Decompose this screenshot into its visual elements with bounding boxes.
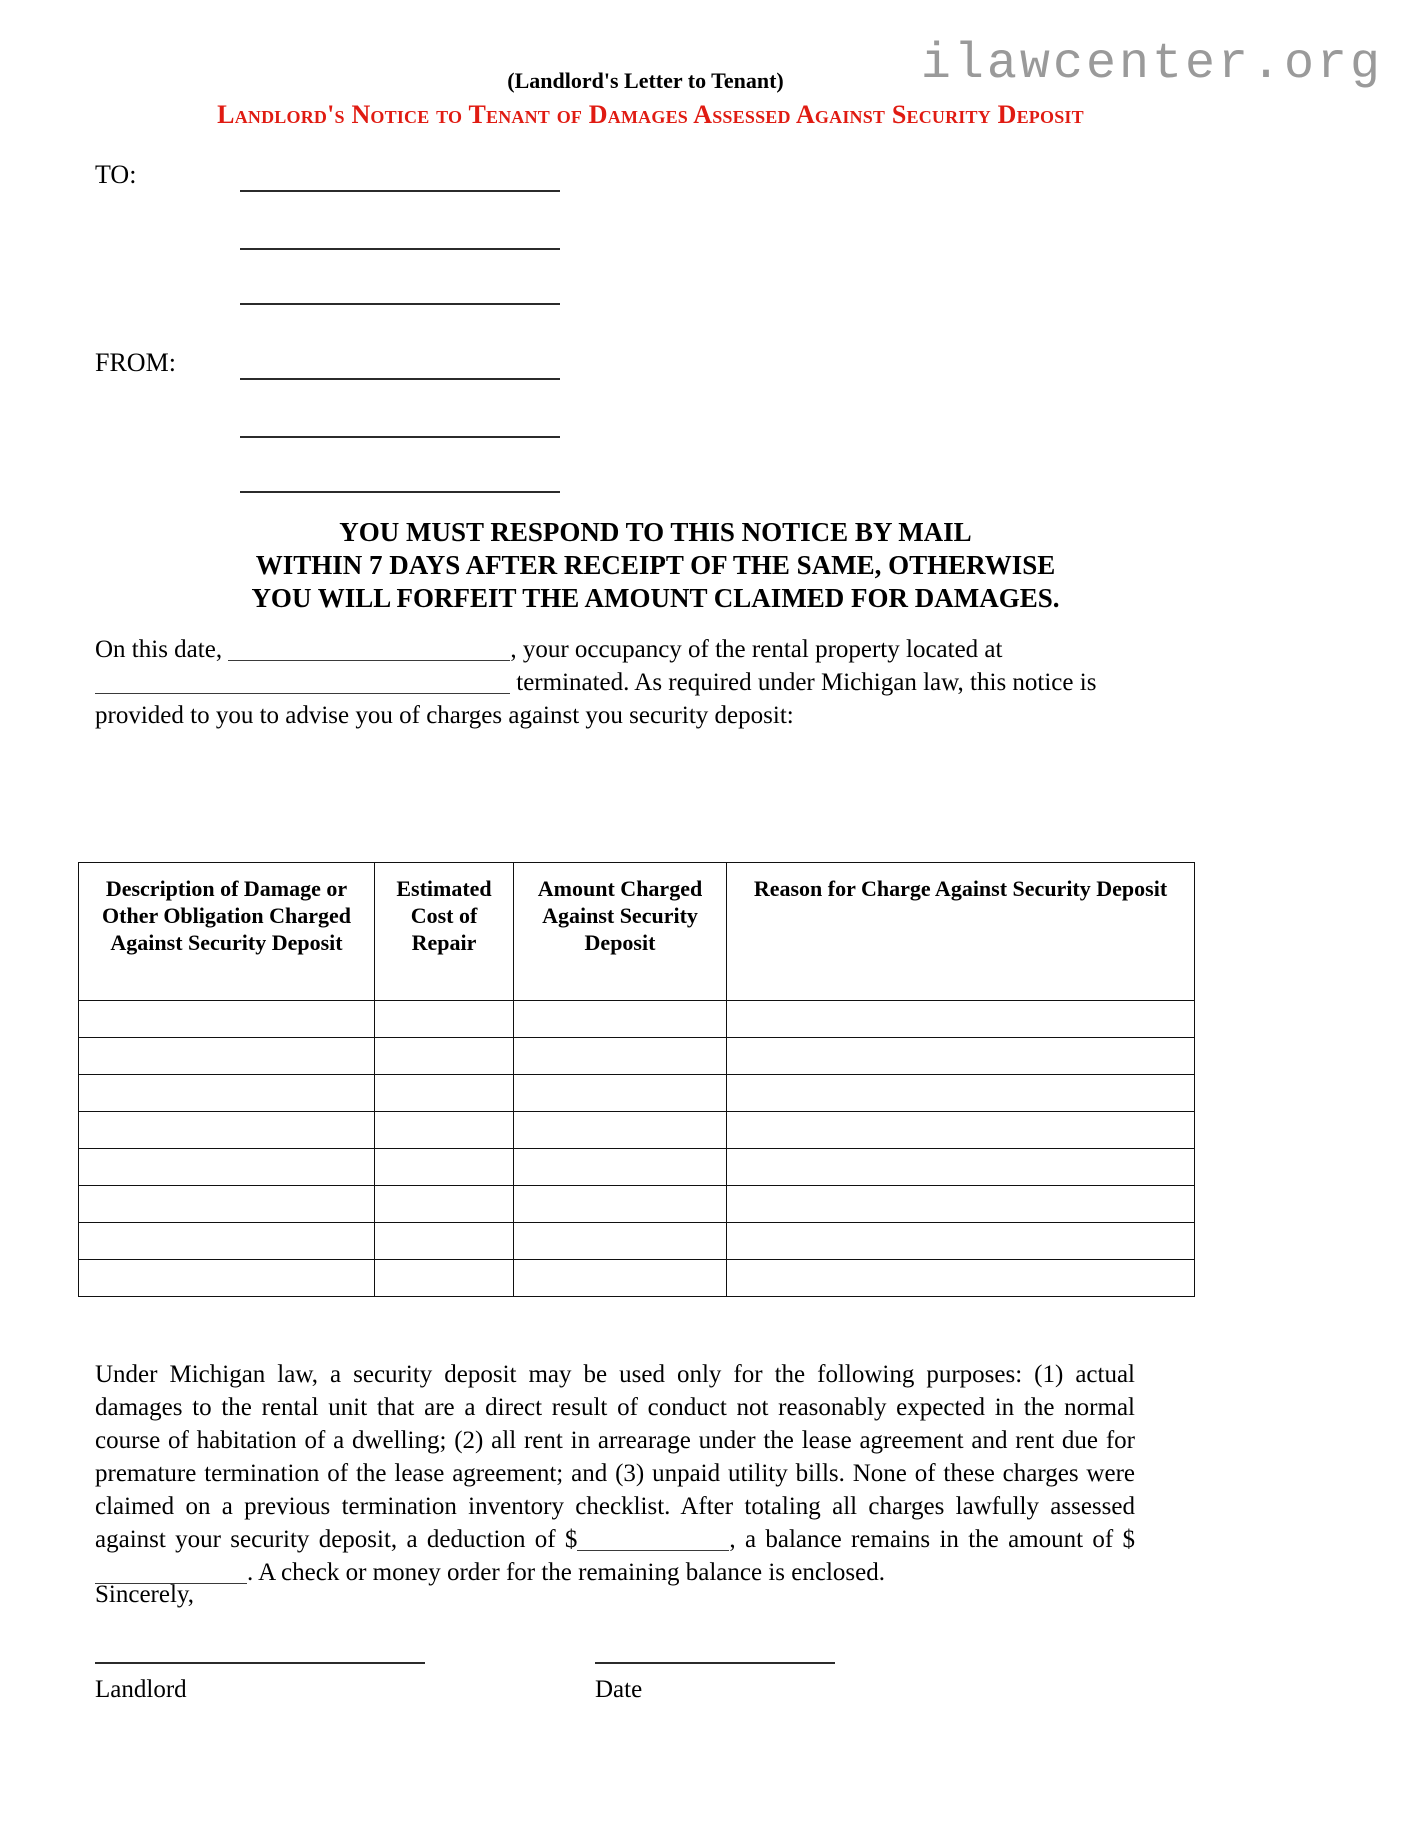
- cell-estimated-cost[interactable]: [375, 1038, 514, 1075]
- cell-description[interactable]: [79, 1038, 375, 1075]
- cell-description[interactable]: [79, 1186, 375, 1223]
- closing-text-1: Under Michigan law, a security deposit may be used only for the following purposes: (1) actual damages to the rental unit that are a direct result of conduct not reasonably expected in the normal course of habitation of a dwelling; (2) all rent in arrearage under the lease agreement and rent due for premature termination of the lease agreement; and (3) unpaid utility bills. None of these charges were claimed on a previous termination inventory checklist. After totaling all charges lawfully assessed against your security deposit, a deduction of $: [95, 1361, 1135, 1553]
- closing-text-3: . A check or money order for the remaining balance is enclosed.: [247, 1559, 885, 1586]
- warning-line-1: YOU MUST RESPOND TO THIS NOTICE BY MAIL: [339, 517, 972, 547]
- cell-reason[interactable]: [727, 1223, 1195, 1260]
- document-subtitle: (Landlord's Letter to Tenant): [507, 68, 784, 93]
- to-line-2[interactable]: [240, 248, 560, 250]
- table-row[interactable]: [79, 1149, 1195, 1186]
- table-row[interactable]: [79, 1223, 1195, 1260]
- page-title: Landlord's Notice to Tenant of Damages Assessed Against Security Deposit: [217, 100, 1084, 129]
- cell-description[interactable]: [79, 1223, 375, 1260]
- date-blank-field[interactable]: [228, 638, 510, 661]
- table-row[interactable]: [79, 1075, 1195, 1112]
- cell-reason[interactable]: [727, 1001, 1195, 1038]
- cell-reason[interactable]: [727, 1149, 1195, 1186]
- intro-text-1: On this date,: [95, 636, 223, 663]
- closing-text-2: , a balance remains in the amount of $: [729, 1526, 1136, 1553]
- cell-description[interactable]: [79, 1149, 375, 1186]
- date-label: Date: [595, 1676, 643, 1703]
- column-header-description: Description of Damage or Other Obligation Charged Against Security Deposit: [79, 863, 375, 1001]
- cell-amount-charged[interactable]: [514, 1260, 727, 1297]
- intro-text-4: provided to you to advise you of charges against you security deposit:: [95, 702, 794, 729]
- sincerely-text: Sincerely,: [95, 1581, 195, 1608]
- cell-estimated-cost[interactable]: [375, 1112, 514, 1149]
- cell-amount-charged[interactable]: [514, 1223, 727, 1260]
- table-row[interactable]: [79, 1186, 1195, 1223]
- to-label: TO:: [95, 160, 137, 189]
- cell-estimated-cost[interactable]: [375, 1260, 514, 1297]
- cell-amount-charged[interactable]: [514, 1112, 727, 1149]
- cell-description[interactable]: [79, 1075, 375, 1112]
- from-line-2[interactable]: [240, 436, 560, 438]
- cell-description[interactable]: [79, 1260, 375, 1297]
- cell-amount-charged[interactable]: [514, 1186, 727, 1223]
- damages-table: [78, 862, 1195, 1297]
- site-watermark: ilawcenter.org: [920, 36, 1383, 93]
- cell-amount-charged[interactable]: [514, 1149, 727, 1186]
- table-row[interactable]: [79, 1001, 1195, 1038]
- cell-estimated-cost[interactable]: [375, 1001, 514, 1038]
- cell-reason[interactable]: [727, 1075, 1195, 1112]
- cell-amount-charged[interactable]: [514, 1075, 727, 1112]
- cell-amount-charged[interactable]: [514, 1001, 727, 1038]
- intro-text-2: , your occupancy of the rental property located at: [510, 636, 1003, 663]
- column-header-amount-charged: Amount Charged Against Security Deposit: [514, 863, 727, 1001]
- cell-estimated-cost[interactable]: [375, 1223, 514, 1260]
- cell-description[interactable]: [79, 1112, 375, 1149]
- column-header-reason: Reason for Charge Against Security Deposit: [727, 863, 1195, 1001]
- cell-estimated-cost[interactable]: [375, 1186, 514, 1223]
- cell-description[interactable]: [79, 1001, 375, 1038]
- from-line-1[interactable]: [240, 378, 560, 380]
- cell-estimated-cost[interactable]: [375, 1075, 514, 1112]
- warning-line-3: YOU WILL FORFEIT THE AMOUNT CLAIMED FOR DAMAGES.: [251, 583, 1060, 613]
- cell-reason[interactable]: [727, 1260, 1195, 1297]
- warning-line-2: WITHIN 7 DAYS AFTER RECEIPT OF THE SAME, OTHERWISE: [255, 550, 1056, 580]
- date-signature-line[interactable]: [595, 1662, 835, 1664]
- deduction-blank-field[interactable]: [577, 1528, 729, 1551]
- cell-reason[interactable]: [727, 1112, 1195, 1149]
- address-blank-field[interactable]: [95, 671, 510, 694]
- from-line-3[interactable]: [240, 491, 560, 493]
- table-header-row: [79, 863, 1195, 1001]
- column-header-estimated-cost: Estimated Cost of Repair: [375, 863, 514, 1001]
- cell-amount-charged[interactable]: [514, 1038, 727, 1075]
- table-row[interactable]: [79, 1112, 1195, 1149]
- closing-paragraph: [95, 1358, 1135, 1589]
- cell-estimated-cost[interactable]: [375, 1149, 514, 1186]
- intro-text-3: terminated. As required under Michigan law, this notice is: [516, 669, 1097, 696]
- to-line-3[interactable]: [240, 303, 560, 305]
- from-label: FROM:: [95, 348, 176, 377]
- table-row[interactable]: [79, 1038, 1195, 1075]
- landlord-label: Landlord: [95, 1676, 187, 1703]
- table-row[interactable]: [79, 1260, 1195, 1297]
- cell-reason[interactable]: [727, 1038, 1195, 1075]
- landlord-signature-line[interactable]: [95, 1662, 425, 1664]
- intro-paragraph: [95, 633, 1135, 732]
- to-line-1[interactable]: [240, 190, 560, 192]
- table-body: [79, 1001, 1195, 1297]
- cell-reason[interactable]: [727, 1186, 1195, 1223]
